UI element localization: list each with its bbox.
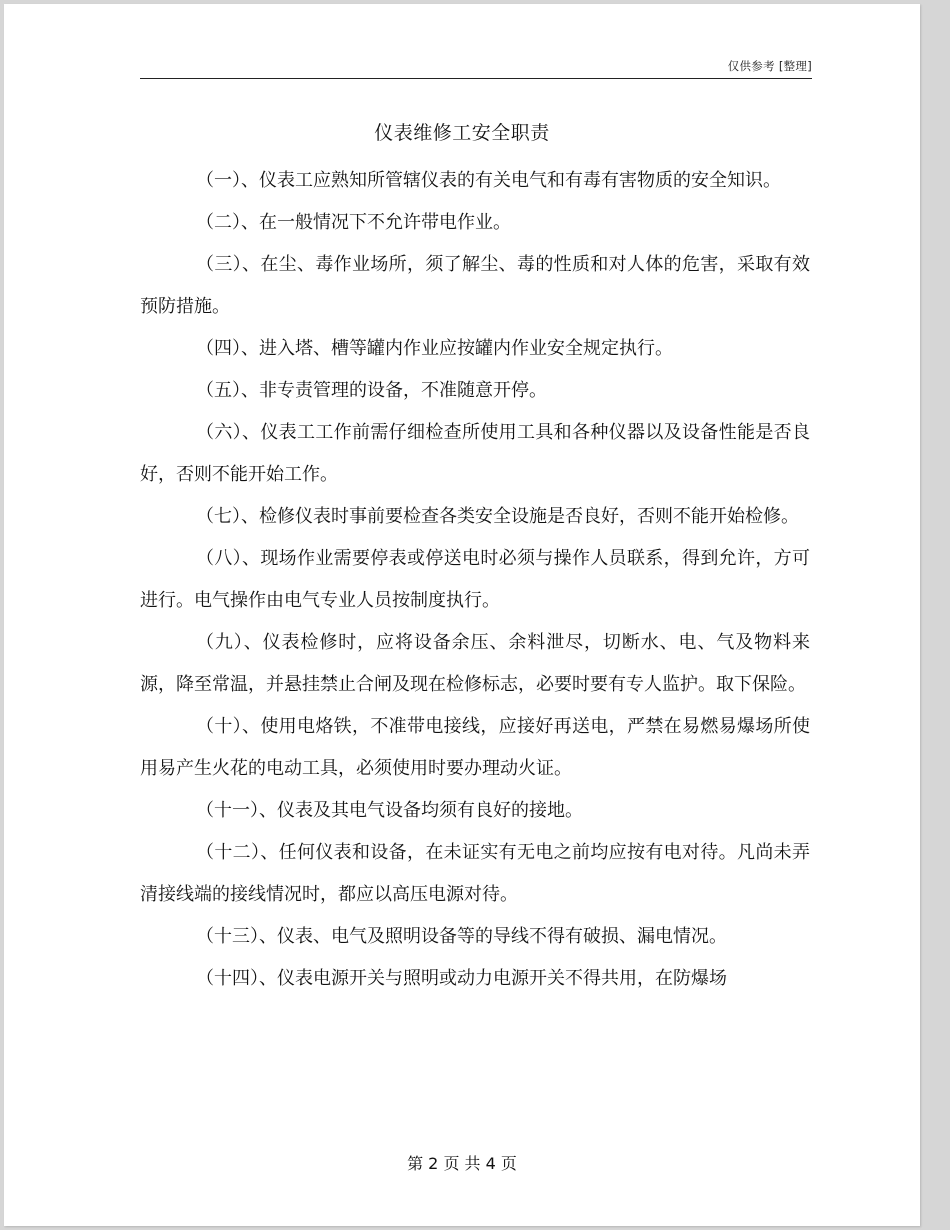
paragraph-9: （九）、仪表检修时，应将设备余压、余料泄尽，切断水、电、气及物料来源，降至常温，并悬挂禁止合闸及现在检修标志，必要时要有专人监护。取下保险。 — [140, 632, 810, 695]
paragraph-6: （六）、仪表工工作前需仔细检查所使用工具和各种仪器以及设备性能是否良好，否则不能开始工作。 — [140, 422, 810, 485]
paragraph-3: （三）、在尘、毒作业场所，须了解尘、毒的性质和对人体的危害，采取有效预防措施。 — [140, 254, 810, 317]
page-footer: 第 2 页 共 4 页 — [407, 1154, 517, 1173]
paragraph-5: （五）、非专责管理的设备，不准随意开停。 — [196, 380, 547, 401]
paragraph-1: （一）、仪表工应熟知所管辖仪表的有关电气和有毒有害物质的安全知识。 — [196, 170, 781, 191]
document-title: 仪表维修工安全职责 — [374, 122, 550, 144]
paragraph-7: （七）、检修仪表时事前要检查各类安全设施是否良好，否则不能开始检修。 — [196, 506, 799, 527]
paragraph-4: （四）、进入塔、槽等罐内作业应按罐内作业安全规定执行。 — [196, 338, 673, 359]
paragraph-10: （十）、使用电烙铁，不准带电接线，应接好再送电，严禁在易燃易爆场所使用易产生火花的电动工具，必须使用时要办理动火证。 — [140, 716, 810, 779]
paragraph-13: （十三）、仪表、电气及照明设备等的导线不得有破损、漏电情况。 — [196, 926, 727, 947]
paragraph-11: （十一）、仪表及其电气设备均须有良好的接地。 — [196, 800, 583, 821]
paragraph-12: （十二）、任何仪表和设备，在未证实有无电之前均应按有电对待。凡尚未弄清接线端的接线情况时，都应以高压电源对待。 — [140, 842, 810, 905]
document-page — [4, 4, 920, 1226]
paragraph-8: （八）、现场作业需要停表或停送电时必须与操作人员联系，得到允许，方可进行。电气操作由电气专业人员按制度执行。 — [140, 548, 810, 611]
paragraph-2: （二）、在一般情况下不允许带电作业。 — [196, 212, 511, 233]
page-header — [140, 58, 812, 79]
document-body — [140, 160, 810, 1000]
header-reference-text: 仅供参考 [整理] — [727, 59, 812, 73]
paragraph-14: （十四）、仪表电源开关与照明或动力电源开关不得共用，在防爆场 — [196, 968, 727, 989]
